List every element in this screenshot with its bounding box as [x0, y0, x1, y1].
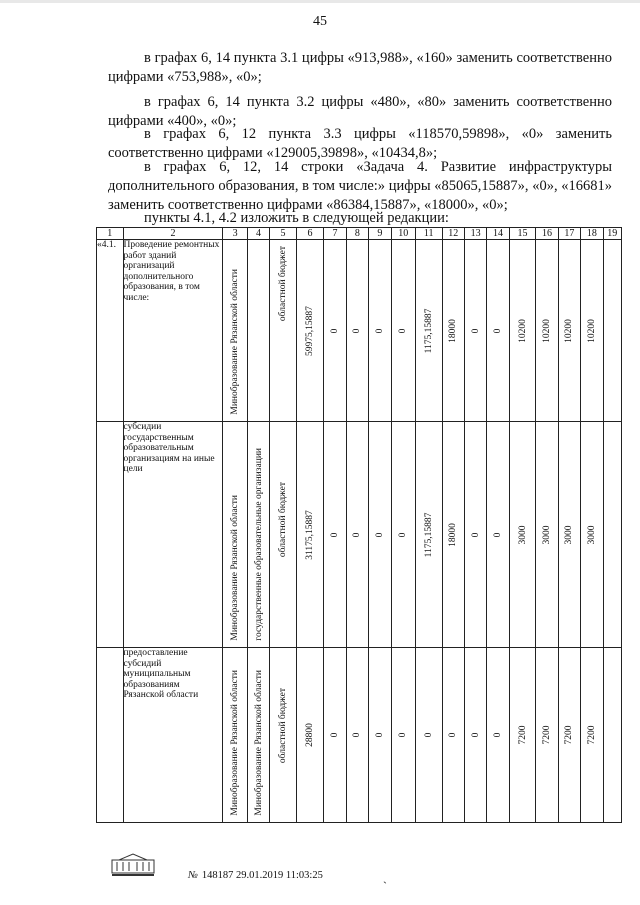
- paragraph-5: пункты 4.1, 4.2 изложить в следующей редакции:: [144, 210, 449, 226]
- header-cell: 10: [391, 228, 415, 240]
- value-text: 0: [329, 328, 340, 333]
- value-text: 10200: [517, 318, 528, 343]
- cell-executor: [223, 422, 247, 648]
- value-text: 7200: [517, 725, 528, 745]
- value-text: 0: [398, 328, 409, 333]
- value-text: 10200: [564, 318, 575, 343]
- cell-value: [581, 648, 603, 823]
- cell-value: [296, 648, 324, 823]
- cell-value: [509, 648, 536, 823]
- cell-value: [464, 240, 486, 422]
- value-text: 7200: [564, 725, 575, 745]
- header-cell: 12: [442, 228, 464, 240]
- cell-value: [391, 422, 415, 648]
- value-text: 0: [398, 532, 409, 537]
- value-text: 3000: [564, 525, 575, 544]
- cell-empty: [603, 240, 621, 422]
- cell-value: [369, 240, 391, 422]
- value-text: 0: [493, 532, 504, 537]
- cell-value: [487, 648, 509, 823]
- cell-value: [416, 240, 443, 422]
- cell-value: [581, 240, 603, 422]
- source-text: областной бюджет: [278, 688, 289, 764]
- paragraph-text: в графах 6, 14 пункта 3.2 цифры «480», «80» заменить соответственно цифрами «400», «0»;: [108, 94, 612, 129]
- header-cell: 6: [296, 228, 324, 240]
- value-text: 0: [352, 328, 363, 333]
- header-cell: 2: [123, 228, 223, 240]
- cell-value: [536, 240, 558, 422]
- value-text: 3000: [541, 525, 552, 544]
- cell-value: [416, 422, 443, 648]
- value-text: 3000: [517, 525, 528, 544]
- header-cell: 14: [487, 228, 509, 240]
- cell-empty: [603, 648, 621, 823]
- cell-value: [558, 422, 580, 648]
- value-text: 1175,15887: [423, 308, 434, 353]
- row-name: субсидии государственным образовательным организациям на иные цели: [123, 422, 223, 648]
- cell-recipient: [247, 240, 269, 422]
- registration-footer: [188, 870, 323, 881]
- value-text: 18000: [448, 318, 459, 343]
- value-text: 7200: [586, 725, 597, 745]
- cell-recipient: [247, 648, 269, 823]
- executor-text: Минобразование Рязанской области: [230, 495, 241, 641]
- cell-value: [369, 648, 391, 823]
- cell-executor: [223, 648, 247, 823]
- emblem-icon: [111, 853, 155, 877]
- value-text: 18000: [448, 522, 459, 547]
- value-text: 7200: [541, 725, 552, 745]
- paragraph-text: в графах 6, 12, 14 строки «Задача 4. Развитие инфраструктуры дополнительного образования, в том числе:» цифры «85065,15887», «0», «16681» заменить соответственно цифрами «86384,15887», «18000», «0»;: [108, 159, 612, 213]
- cell-value: [464, 648, 486, 823]
- value-text: 0: [352, 732, 363, 738]
- cell-executor: [223, 240, 247, 422]
- header-cell: 8: [346, 228, 368, 240]
- header-cell: 13: [464, 228, 486, 240]
- cell-value: [391, 648, 415, 823]
- table-row: [97, 240, 622, 422]
- header-cell: 1: [97, 228, 124, 240]
- cell-source: [270, 240, 297, 422]
- cell-value: [391, 240, 415, 422]
- value-text: 0: [374, 532, 385, 537]
- cell-value: [509, 240, 536, 422]
- cell-value: [442, 648, 464, 823]
- value-text: 31175,15887: [305, 509, 316, 560]
- table-row: [97, 648, 622, 823]
- cell-value: [536, 422, 558, 648]
- header-cell: 4: [247, 228, 269, 240]
- budget-table: [96, 227, 622, 823]
- header-cell: 9: [369, 228, 391, 240]
- value-text: 0: [470, 732, 481, 738]
- source-text: областной бюджет: [278, 482, 289, 558]
- executor-text: Минобразование Рязанской области: [230, 670, 241, 816]
- value-text: 0: [329, 732, 340, 738]
- value-text: 0: [374, 732, 385, 738]
- value-text: 0: [352, 532, 363, 537]
- value-text: 0: [423, 732, 434, 738]
- cell-value: [558, 648, 580, 823]
- value-text: 10200: [586, 318, 597, 343]
- value-text: 59975,15887: [305, 305, 316, 356]
- header-cell: 19: [603, 228, 621, 240]
- paragraph-text: в графах 6, 14 пункта 3.1 цифры «913,988», «160» заменить соответственно цифрами «753,988», «0»;: [108, 50, 612, 85]
- header-cell: 3: [223, 228, 247, 240]
- value-text: 0: [374, 328, 385, 333]
- executor-text: Минобразование Рязанской области: [230, 269, 241, 415]
- cell-value: [346, 422, 368, 648]
- source-text: областной бюджет: [278, 246, 289, 322]
- value-text: 28800: [305, 723, 316, 747]
- value-text: 0: [493, 732, 504, 738]
- cell-value: [324, 648, 346, 823]
- cell-value: [324, 422, 346, 648]
- cell-value: [487, 422, 509, 648]
- cell-value: [581, 422, 603, 648]
- value-text: 0: [470, 328, 481, 333]
- row-name: Проведение ремонтных работ зданий организаций дополнительного образования, в том числе:: [123, 240, 223, 422]
- header-cell: 17: [558, 228, 580, 240]
- header-cell: 15: [509, 228, 536, 240]
- cell-value: [442, 240, 464, 422]
- table-row: [97, 422, 622, 648]
- recipient-text: Минобразование Рязанской области: [253, 670, 264, 816]
- row-name: предоставление субсидий муниципальным образованиям Рязанской области: [123, 648, 223, 823]
- cell-value: [296, 422, 324, 648]
- cell-value: [296, 240, 324, 422]
- cell-value: [487, 240, 509, 422]
- value-text: 3000: [586, 525, 597, 544]
- cell-empty: [603, 422, 621, 648]
- cell-source: [270, 422, 297, 648]
- value-text: 0: [398, 732, 409, 738]
- value-text: 0: [448, 732, 459, 738]
- cell-value: [558, 240, 580, 422]
- pen-mark: `: [383, 879, 387, 893]
- header-cell: 7: [324, 228, 346, 240]
- cell-value: [464, 422, 486, 648]
- registration-text: 148187 29.01.2019 11:03:25: [201, 870, 323, 881]
- paragraph-4: [108, 158, 612, 215]
- paragraph-1: [108, 49, 612, 87]
- cell-value: [536, 648, 558, 823]
- page-number: 45: [313, 14, 327, 29]
- header-cell: 18: [581, 228, 603, 240]
- cell-value: [324, 240, 346, 422]
- cell-value: [346, 240, 368, 422]
- row-number: «4.1.: [97, 240, 124, 422]
- header-cell: 16: [536, 228, 558, 240]
- value-text: 0: [493, 328, 504, 333]
- cell-value: [416, 648, 443, 823]
- cell-value: [369, 422, 391, 648]
- cell-value: [346, 648, 368, 823]
- row-number: [97, 422, 124, 648]
- cell-source: [270, 648, 297, 823]
- table-header-row: [97, 228, 622, 240]
- cell-value: [509, 422, 536, 648]
- recipient-text: государственные образовательные организации: [253, 448, 264, 641]
- number-sign: №: [188, 870, 198, 881]
- row-number: [97, 648, 124, 823]
- cell-recipient: [247, 422, 269, 648]
- value-text: 0: [329, 532, 340, 537]
- cell-value: [442, 422, 464, 648]
- value-text: 1175,15887: [423, 512, 434, 557]
- value-text: 10200: [541, 318, 552, 343]
- scan-edge: [0, 0, 640, 3]
- paragraph-text: в графах 6, 12 пункта 3.3 цифры «118570,59898», «0» заменить соответственно цифрами «129005,39898», «10434,8»;: [108, 126, 612, 161]
- value-text: 0: [470, 532, 481, 537]
- header-cell: 5: [270, 228, 297, 240]
- header-cell: 11: [416, 228, 443, 240]
